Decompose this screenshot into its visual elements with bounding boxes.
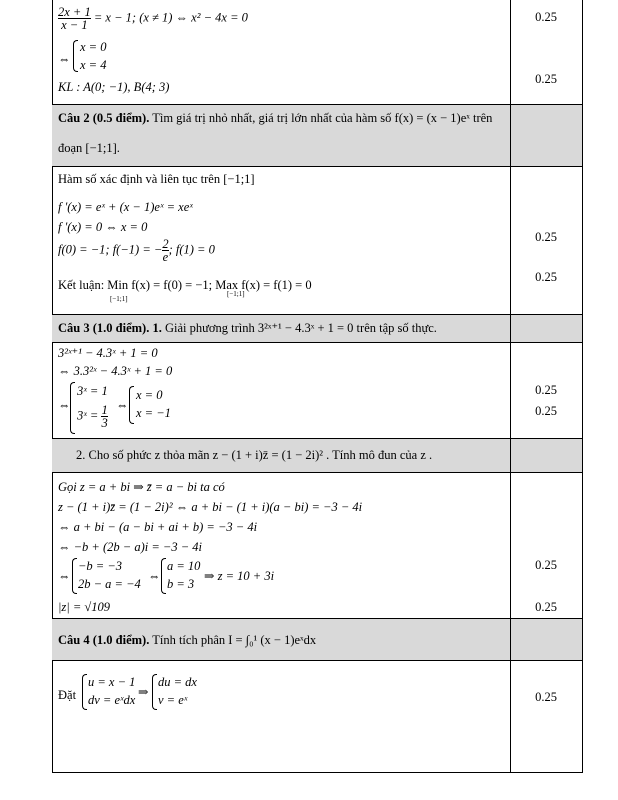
equiv-symbol: ⇔	[58, 569, 71, 583]
system-bracket	[70, 382, 75, 434]
answer-line: f '(x) = eˣ + (x − 1)eˣ = xeˣ	[58, 200, 193, 214]
question-text: đoạn [−1;1].	[58, 141, 120, 155]
row-divider	[52, 618, 582, 619]
fraction-denominator: 3	[101, 416, 108, 430]
system-bracket	[73, 40, 78, 72]
system-line: 2b − a = −4	[78, 577, 141, 591]
answer-line: ⇔ −b + (2b − a)i = −3 − 4i	[58, 540, 203, 554]
score-value: 0.25	[535, 230, 557, 244]
answer-line: ⇔ 3.3²ˣ − 4.3ˣ + 1 = 0	[58, 364, 173, 378]
system-line: 3ˣ = 1	[77, 384, 108, 398]
q4-question	[58, 632, 506, 648]
expr-part: ; f(1) = 0	[168, 242, 215, 257]
subscript-label: [−1;1]	[227, 290, 245, 298]
fraction	[101, 404, 107, 429]
equiv-symbol: ⇔	[148, 569, 161, 583]
question-text: 2. Cho số phức z thỏa mãn z − (1 + i)z̄ = (1 − 2i)² . Tính mô đun của z .	[76, 448, 433, 462]
answer-line: Gọi z = a + bi ⇒ z̄ = a − bi ta có	[58, 480, 225, 494]
fraction-denominator: x − 1	[58, 18, 91, 31]
system-line: x = 0	[80, 40, 107, 54]
question-title: Câu 3 (1.0 điểm).	[58, 321, 150, 335]
system-bracket	[161, 558, 166, 594]
answer-line: 3²ˣ⁺¹ − 4.3ˣ + 1 = 0	[58, 346, 158, 360]
question-text: Giải phương trình 3²ˣ⁺¹ − 4.3ˣ + 1 = 0 trên tập số thực.	[161, 321, 437, 335]
fraction-denominator: e	[162, 250, 169, 264]
system-line: −b = −3	[78, 559, 123, 573]
system-line: x = −1	[136, 406, 171, 420]
answer-line: f '(x) = 0 ⇔ x = 0	[58, 220, 148, 234]
equiv-symbol: ⇔	[58, 52, 71, 66]
expr-part: f(0) = −1; f(−1) = −	[58, 242, 163, 257]
answer-line: ⇔ a + bi − (a − bi + ai + b) = −3 − 4i	[58, 520, 258, 534]
score-value: 0.25	[535, 383, 557, 397]
equiv-symbol: ⇔	[58, 398, 71, 412]
equiv-symbol: ⇔	[116, 398, 129, 412]
expr-part: 3ˣ =	[77, 408, 102, 423]
system-line: u = x − 1	[88, 675, 136, 689]
question-title: Câu 4 (1.0 điểm).	[58, 633, 150, 647]
q3-question	[58, 320, 506, 336]
q2-question	[58, 110, 506, 126]
row-divider	[52, 342, 582, 343]
question-text: Tìm giá trị nhỏ nhất, giá trị lớn nhất của hàm số f(x) = (x − 1)eˣ trên	[149, 111, 493, 125]
system-bracket	[82, 674, 87, 710]
answer-label: Đặt	[58, 688, 77, 702]
answer-line: Hàm số xác định và liên tục trên [−1;1]	[58, 172, 255, 186]
system-line: x = 0	[136, 388, 163, 402]
row-divider	[52, 314, 582, 315]
modulus-line: |z| = √109	[58, 600, 111, 614]
subscript-label: [−1;1]	[110, 295, 128, 303]
score-value: 0.25	[535, 600, 557, 614]
system-line: x = 4	[80, 58, 107, 72]
row1-equation	[58, 6, 248, 31]
fraction-numerator: 2x + 1	[58, 5, 91, 19]
row-divider	[52, 104, 582, 105]
row-divider	[52, 472, 582, 473]
score-value: 0.25	[535, 404, 557, 418]
answer-line	[58, 238, 215, 263]
score-value: 0.25	[535, 72, 557, 86]
part-number: 1.	[152, 321, 162, 335]
score-value: 0.25	[535, 690, 557, 704]
score-value: 0.25	[535, 558, 557, 572]
system-bracket	[152, 674, 157, 710]
system-bracket	[72, 558, 77, 594]
row-divider	[52, 660, 582, 661]
score-value: 0.25	[535, 10, 557, 24]
implies-symbol: ⇒	[138, 685, 149, 699]
system-line: du = dx	[158, 675, 197, 689]
score-value: 0.25	[535, 270, 557, 284]
system-line: b = 3	[167, 577, 195, 591]
question-title: Câu 2 (0.5 điểm).	[58, 111, 150, 125]
fraction-numerator: 2	[162, 237, 169, 251]
result-line: ⇒ z = 10 + 3i	[204, 569, 275, 583]
question-text: Tính tích phân I = ∫₀¹ (x − 1)eˣdx	[149, 633, 317, 647]
system-bracket	[129, 386, 134, 424]
row-divider	[52, 166, 582, 167]
equation-rest: = x − 1; (x ≠ 1) ⇔ x² − 4x = 0	[90, 10, 248, 25]
system-line: dv = eˣdx	[88, 693, 136, 707]
row1-fraction	[58, 6, 91, 31]
conclusion-line: KL : A(0; −1), B(4; 3)	[58, 80, 170, 94]
answer-line: z − (1 + i)z̄ = (1 − 2i)² ⇔ a + bi − (1 + i)(a − bi) = −3 − 4i	[58, 500, 363, 514]
answer-conclusion: Kết luận: Min f(x) = f(0) = −1; Max f(x) = f(1) = 0	[58, 278, 312, 292]
row-divider	[52, 438, 582, 439]
system-line: v = eˣ	[158, 693, 188, 707]
fraction-numerator: 1	[101, 403, 108, 417]
system-line	[77, 404, 108, 429]
system-line: a = 10	[167, 559, 201, 573]
